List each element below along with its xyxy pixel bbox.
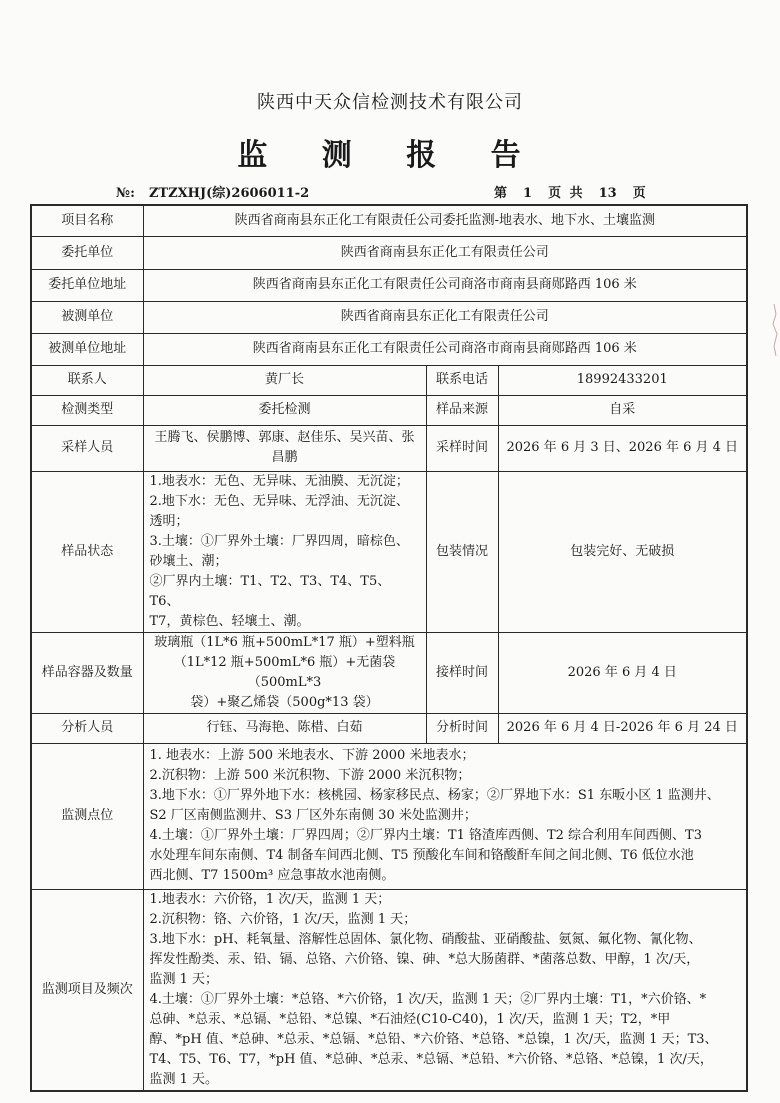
phone-label: 联系电话 [426, 365, 498, 395]
client-address-value: 陕西省商南县东正化工有限责任公司商洛市商南县商郧路西 106 米 [143, 269, 747, 301]
client-label: 委托单位 [31, 236, 143, 269]
page-prefix: 第 [494, 186, 508, 201]
samplers-line: 昌鹏 [271, 450, 298, 465]
row-analysts [31, 713, 747, 743]
monitoring-items-value [143, 889, 747, 1091]
analysts-value: 行钰、马海艳、陈棤、白茹 [143, 713, 426, 743]
receipt-time-value: 2026 年 6 月 4 日 [498, 632, 747, 713]
points-line: 2.沉积物：上游 500 米沉积物、下游 2000 米沉积物； [149, 768, 471, 783]
monitoring-items-label: 监测项目及频次 [31, 889, 143, 1091]
points-line: 4.土壤：①厂界外土壤：厂界四周；②厂界内土壤：T1 铬渣库西侧、T2 综合利用车间西侧、T3 [149, 828, 702, 843]
report-table [30, 204, 748, 1092]
project-name-label: 项目名称 [31, 205, 143, 236]
doc-no-value: ZTZXHJ(综)2606011-2 [148, 186, 310, 201]
items-line: 醇、*pH 值、*总砷、*总汞、*总镉、*总铅、*六价铬、*总铬、*总镍，1 次/天，监测 1 天；T3、 [149, 1031, 718, 1047]
sampling-time-value: 2026 年 6 月 3 日、2026 年 6 月 4 日 [498, 425, 747, 471]
sample-state-line: 透明； [149, 513, 189, 529]
test-type-value: 委托检测 [143, 395, 426, 425]
monitored-address-value: 陕西省商南县东正化工有限责任公司商洛市商南县商郧路西 106 米 [143, 333, 747, 365]
row-containers [31, 632, 747, 713]
sample-source-label: 样品来源 [426, 395, 498, 425]
items-line: 2.沉积物：铬、六价铬，1 次/天，监测 1 天； [149, 911, 417, 927]
items-line: T4、T5、T6、T7，*pH 值、*总砷、*总汞、*总镉、*总铅、*六价铬、*总铬、*总镍，1 次/天， [149, 1051, 713, 1067]
row-type [31, 395, 747, 425]
sample-state-label: 样品状态 [31, 471, 143, 632]
receipt-time-label: 接样时间 [426, 632, 498, 713]
row-client-address [31, 269, 747, 301]
sampling-time-label: 采样时间 [426, 425, 498, 471]
page-current: 1 [523, 186, 533, 201]
points-line: 水处理车间东南侧、T4 制备车间西北侧、T5 预酸化车间和铬酸酐车间之间北侧、T6 低位水池 [149, 848, 694, 863]
monitored-unit-label: 被测单位 [31, 301, 143, 333]
items-line: 1.地表水：六价铬，1 次/天，监测 1 天； [149, 891, 391, 907]
samplers-label: 采样人员 [31, 425, 143, 471]
sample-state-line: 砂壤土、潮； [149, 553, 228, 569]
row-project [31, 205, 747, 236]
contact-label: 联系人 [31, 365, 143, 395]
monitoring-points-label: 监测点位 [31, 743, 143, 889]
row-contact [31, 365, 747, 395]
row-sample-state [31, 471, 747, 632]
sample-state-line: T7，黄棕色、轻壤土、潮。 [149, 613, 310, 629]
row-points [31, 743, 747, 889]
monitored-address-label: 被测单位地址 [31, 333, 143, 365]
page-suffix: 页 [632, 186, 646, 201]
containers-value [143, 632, 426, 713]
points-line: 3.地下水：①厂界外地下水：核桃园、杨家移民点、杨家；②厂界地下水：S1 东畈小区 1 监测井、 [149, 788, 720, 803]
items-line: 监测 1 天。 [149, 1071, 219, 1087]
report-title: 监 测 报 告 [237, 138, 543, 173]
sample-state-line: ②厂界内土壤：T1、T2、T3、T4、T5、T6、 [149, 573, 391, 609]
items-line: 挥发性酚类、汞、铅、镉、总铬、六价铬、镍、砷、*总大肠菌群、*菌落总数、甲醇，1 次/天， [149, 951, 700, 967]
samplers-value [143, 425, 426, 471]
items-line: 总砷、*总汞、*总镉、*总铅、*总镍、*石油烃(C10-C40)，1 次/天，监测 1 天；T2，*甲 [149, 1011, 671, 1027]
row-samplers [31, 425, 747, 471]
points-line: S2 厂区南侧监测井、S3 厂区外东南侧 30 米处监测井； [149, 808, 477, 823]
monitoring-points-value [143, 743, 747, 889]
sample-state-line: 3.土壤：①厂界外土壤：厂界四周，暗棕色、 [149, 533, 409, 549]
row-items [31, 889, 747, 1091]
row-client [31, 236, 747, 269]
contact-value: 黄厂长 [143, 365, 426, 395]
analysts-label: 分析人员 [31, 713, 143, 743]
document-number [116, 182, 309, 201]
packaging-value: 包装完好、无破损 [498, 471, 747, 632]
company-name: 陕西中天众信检测技术有限公司 [257, 92, 523, 113]
doc-no-label: №: [116, 186, 135, 201]
sample-state-value [143, 471, 426, 632]
containers-line: （1L*12 瓶+500mL*6 瓶）+无菌袋（500mL*3 [173, 654, 396, 690]
client-address-label: 委托单位地址 [31, 269, 143, 301]
sample-state-line: 2.地下水：无色、无异味、无浮油、无沉淀、 [149, 493, 409, 509]
containers-line: 玻璃瓶（1L*6 瓶+500mL*17 瓶）+塑料瓶 [154, 634, 415, 650]
containers-line: 袋）+聚乙烯袋（500g*13 袋） [190, 694, 379, 710]
samplers-line: 王腾飞、侯鹏博、郭康、赵佳乐、吴兴苗、张 [154, 430, 415, 445]
items-line: 3.地下水：pH、耗氧量、溶解性总固体、氯化物、硝酸盐、亚硝酸盐、氨氮、氟化物、氰化物、 [149, 931, 702, 947]
sample-state-line: 1.地表水：无色、无异味、无油膜、无沉淀； [149, 473, 409, 489]
row-monitored-address [31, 333, 747, 365]
project-name-value: 陕西省商南县东正化工有限责任公司委托监测-地表水、地下水、土壤监测 [143, 205, 747, 236]
client-value: 陕西省商南县东正化工有限责任公司 [143, 236, 747, 269]
page-mid: 页 共 [548, 186, 583, 201]
test-type-label: 检测类型 [31, 395, 143, 425]
items-line: 4.土壤：①厂界外土壤：*总铬、*六价铬，1 次/天，监测 1 天；②厂界内土壤：T1，*六价铬、* [149, 991, 707, 1007]
phone-value: 18992433201 [498, 365, 747, 395]
points-line: 西北侧、T7 1500m³ 应急事故水池南侧。 [149, 868, 395, 883]
points-line: 1. 地表水：上游 500 米地表水、下游 2000 米地表水； [149, 748, 475, 763]
packaging-label: 包装情况 [426, 471, 498, 632]
page-total: 13 [598, 186, 617, 201]
margin-mark [768, 300, 780, 360]
containers-label: 样品容器及数量 [31, 632, 143, 713]
sample-source-value: 自采 [498, 395, 747, 425]
page-info [494, 182, 646, 201]
monitored-unit-value: 陕西省商南县东正化工有限责任公司 [143, 301, 747, 333]
analysis-time-value: 2026 年 6 月 4 日-2026 年 6 月 24 日 [498, 713, 747, 743]
row-monitored [31, 301, 747, 333]
analysis-time-label: 分析时间 [426, 713, 498, 743]
items-line: 监测 1 天； [149, 971, 219, 987]
